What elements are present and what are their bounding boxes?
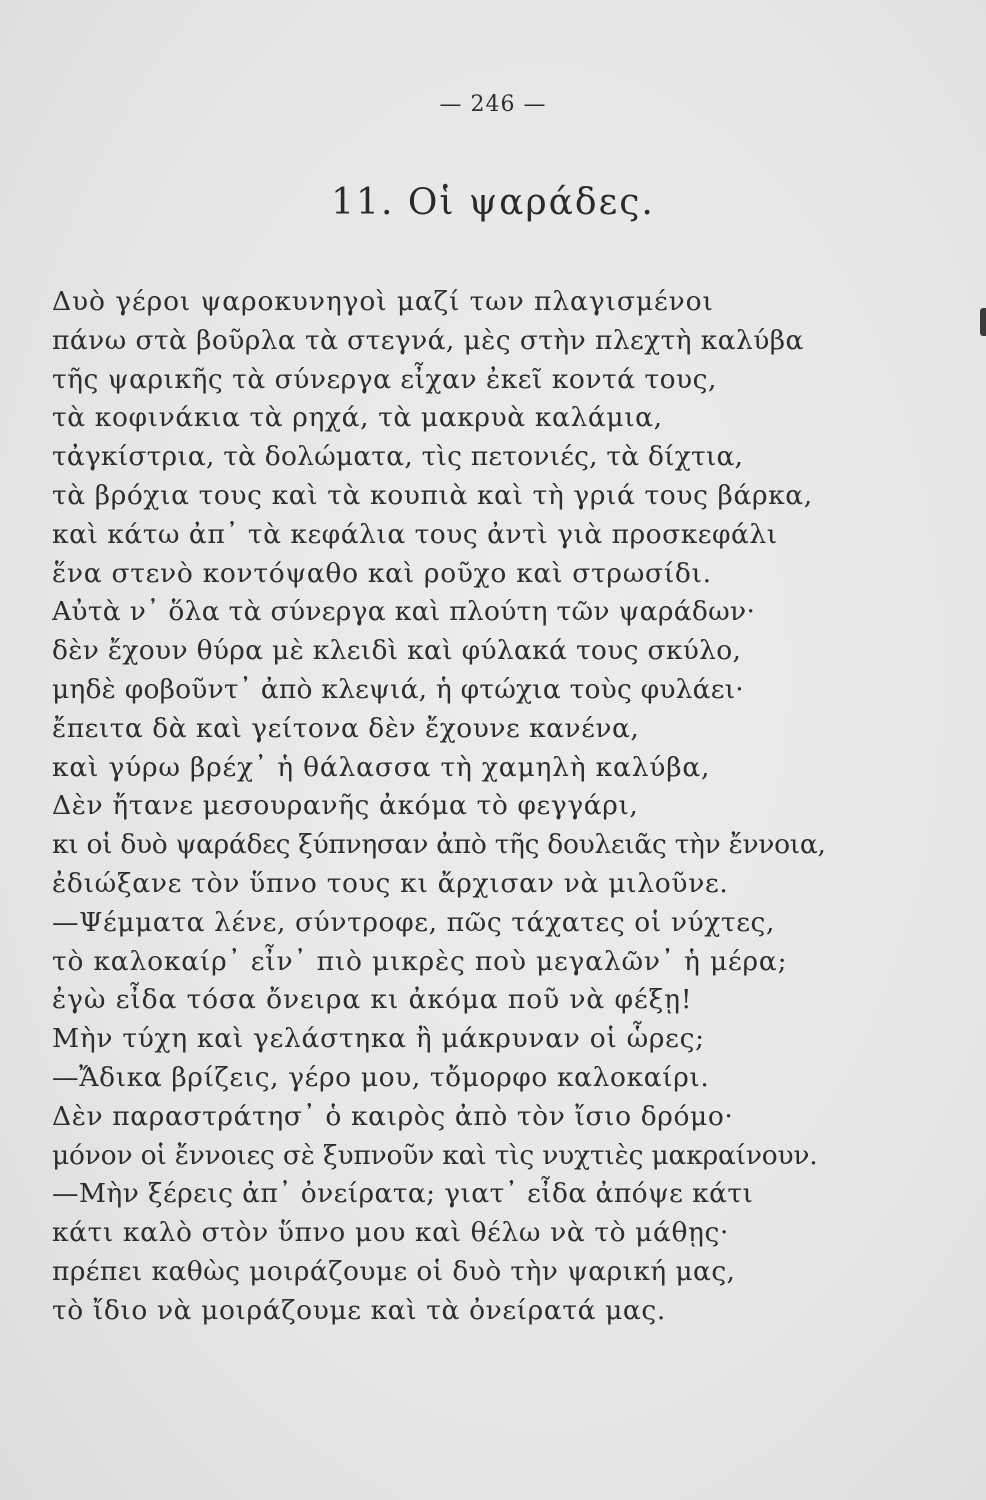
poem-line: τὰ βρόχια τους καὶ τὰ κουπιὰ καὶ τὴ γριά τους βάρκα, xyxy=(52,479,813,511)
poem-line: Μὴν τύχη καὶ γελάστηκα ἢ μάκρυναν οἱ ὧρες; xyxy=(52,1023,705,1055)
poem-line: —Ἄδικα βρίζεις, γέρο μου, τὄμορφο καλοκαίρι. xyxy=(52,1061,710,1093)
poem-title: 11. Οἱ ψαράδες. xyxy=(331,182,655,223)
poem-line: πάνω στὰ βοῦρλα τὰ στεγνά, μὲς στὴν πλεχτὴ καλύβα xyxy=(52,324,804,356)
poem-line: καὶ κάτω ἀπ᾽ τὰ κεφάλια τους ἀντὶ γιὰ προσκεφάλι xyxy=(52,518,778,550)
poem-line: ἐγὼ εἶδα τόσα ὄνειρα κι ἀκόμα ποῦ νὰ φέξῃ! xyxy=(52,984,693,1016)
poem-line: ἐδιώξανε τὸν ὕπνο τους κι ἄρχισαν νὰ μιλοῦνε. xyxy=(52,867,729,899)
page-number: — 246 — xyxy=(439,92,547,117)
poem-line: δὲν ἔχουν θύρα μὲ κλειδὶ καὶ φύλακά τους σκύλο, xyxy=(52,635,742,667)
poem-line: —Ψέμματα λένε, σύντροφε, πῶς τάχατες οἱ νύχτες, xyxy=(52,906,775,938)
poem-line: —Μὴν ξέρεις ἀπ᾽ ὀνείρατα; γιατ᾽ εἶδα ἀπόψε κάτι xyxy=(52,1178,754,1210)
poem-line: τὸ ἴδιο νὰ μοιράζουμε καὶ τὰ ὀνείρατά μας. xyxy=(52,1294,666,1326)
poem-line: ἕνα στενὸ κοντόψαθο καὶ ροῦχο καὶ στρωσίδι. xyxy=(52,557,712,589)
poem-line: κι οἱ δυὸ ψαράδες ξύπνησαν ἀπὸ τῆς δουλειᾶς τὴν ἔννοια, xyxy=(52,829,826,861)
poem-line: τῆς ψαρικῆς τὰ σύνεργα εἶχαν ἐκεῖ κοντά τους, xyxy=(52,363,717,395)
poem-line: Αὐτὰ ν᾽ ὅλα τὰ σύνεργα καὶ πλούτη τῶν ψαράδων· xyxy=(52,596,756,628)
poem-line: μόνον οἱ ἔννοιες σὲ ξυπνοῦν καὶ τὶς νυχτιὲς μακραίνουν. xyxy=(52,1139,818,1171)
poem-line: Δὲν παραστράτησ᾽ ὁ καιρὸς ἀπὸ τὸν ἴσιο δρόμο· xyxy=(52,1100,734,1132)
poem-line: τὸ καλοκαίρ᾽ εἶν᾽ πιὸ μικρὲς ποὺ μεγαλῶν᾽ ἡ μέρα; xyxy=(52,945,788,977)
page-edge-mark xyxy=(980,308,986,336)
poem-line: καὶ γύρω βρέχ᾽ ἡ θάλασσα τὴ χαμηλὴ καλύβα, xyxy=(52,751,711,783)
poem-line: Δὲν ἤτανε μεσουρανῆς ἀκόμα τὸ φεγγάρι, xyxy=(52,790,639,822)
poem-line: κάτι καλὸ στὸν ὕπνο μου καὶ θέλω νὰ τὸ μάθῃς· xyxy=(52,1217,729,1249)
poem-line: μηδὲ φοβοῦντ᾽ ἀπὸ κλεψιά, ἡ φτώχια τοὺς φυλάει· xyxy=(52,673,744,705)
poem-body xyxy=(52,283,942,1331)
poem-line: Δυὸ γέροι ψαροκυνηγοὶ μαζί των πλαγισμένοι xyxy=(52,286,714,317)
poem-line: τἀγκίστρια, τὰ δολώματα, τὶς πετονιές, τὰ δίχτια, xyxy=(52,441,744,473)
poem-line: ἔπειτα δὰ καὶ γείτονα δὲν ἔχουνε κανένα, xyxy=(52,712,640,744)
poem-line: τὰ κοφινάκια τὰ ρηχά, τὰ μακρυὰ καλάμια, xyxy=(52,402,663,434)
poem-line: πρέπει καθὼς μοιράζουμε οἱ δυὸ τὴν ψαρική μας, xyxy=(52,1255,736,1287)
